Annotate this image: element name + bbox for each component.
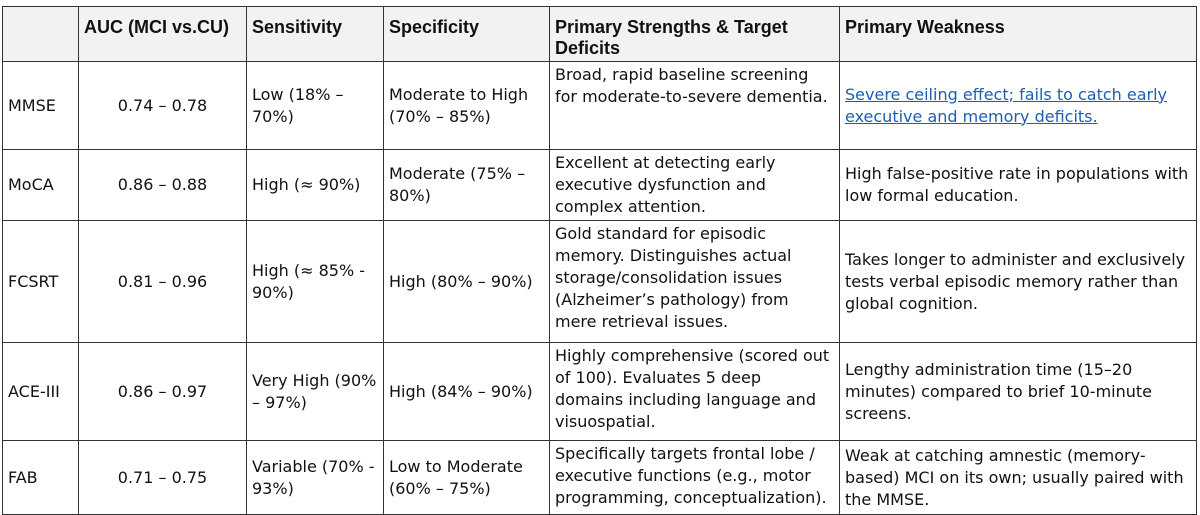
cell-auc: 0.71 – 0.75 [79,441,247,515]
cell-weakness: Lengthy administration time (15–20 minutes) compared to brief 10-minute screens. [840,343,1197,441]
comparison-table [2,6,1197,515]
cell-weakness [840,62,1197,150]
table-row [3,62,1197,150]
header-row [3,7,1197,62]
header-strengths: Primary Strengths & Target Deficits [550,7,840,62]
cell-weakness: Weak at catching amnestic (memory-based) MCI on its own; usually paired with the MMSE. [840,441,1197,515]
table-body [3,62,1197,515]
cell-strengths: Specifically targets frontal lobe / executive functions (e.g., motor programming, conceptualization). [550,441,840,515]
cell-test: MoCA [3,150,79,221]
cell-specificity: High (84% – 90%) [384,343,550,441]
header-weakness: Primary Weakness [840,7,1197,62]
cell-test: FAB [3,441,79,515]
cell-strengths: Excellent at detecting early executive dysfunction and complex attention. [550,150,840,221]
cell-auc: 0.86 – 0.97 [79,343,247,441]
cell-test: ACE-III [3,343,79,441]
header-sensitivity: Sensitivity [247,7,384,62]
header-test [3,7,79,62]
cell-sensitivity: Low (18% – 70%) [247,62,384,150]
cell-strengths: Gold standard for episodic memory. Distinguishes actual storage/consolidation issues (Alzheimer’s pathology) from mere retrieval issues. [550,221,840,343]
cell-sensitivity: Variable (70% - 93%) [247,441,384,515]
cell-sensitivity: High (≈ 90%) [247,150,384,221]
table-row [3,343,1197,441]
cell-strengths: Broad, rapid baseline screening for moderate-to-severe dementia. [550,62,840,150]
cell-auc: 0.86 – 0.88 [79,150,247,221]
cell-specificity: High (80% – 90%) [384,221,550,343]
cell-sensitivity: High (≈ 85% - 90%) [247,221,384,343]
weakness-link[interactable]: Severe ceiling effect; fails to catch early executive and memory deficits. [845,84,1168,126]
table-row [3,441,1197,515]
cell-specificity: Moderate (75% – 80%) [384,150,550,221]
cell-test: MMSE [3,62,79,150]
table-row [3,221,1197,343]
table-header [3,7,1197,62]
cell-specificity: Low to Moderate (60% – 75%) [384,441,550,515]
cell-specificity: Moderate to High (70% – 85%) [384,62,550,150]
header-auc: AUC (MCI vs.CU) [79,7,247,62]
cell-weakness: Takes longer to administer and exclusively tests verbal episodic memory rather than global cognition. [840,221,1197,343]
table-row [3,150,1197,221]
cell-auc: 0.81 – 0.96 [79,221,247,343]
cell-auc: 0.74 – 0.78 [79,62,247,150]
header-specificity: Specificity [384,7,550,62]
cell-weakness: High false-positive rate in populations with low formal education. [840,150,1197,221]
cell-strengths: Highly comprehensive (scored out of 100). Evaluates 5 deep domains including language and visuospatial. [550,343,840,441]
cell-sensitivity: Very High (90% – 97%) [247,343,384,441]
cell-test: FCSRT [3,221,79,343]
